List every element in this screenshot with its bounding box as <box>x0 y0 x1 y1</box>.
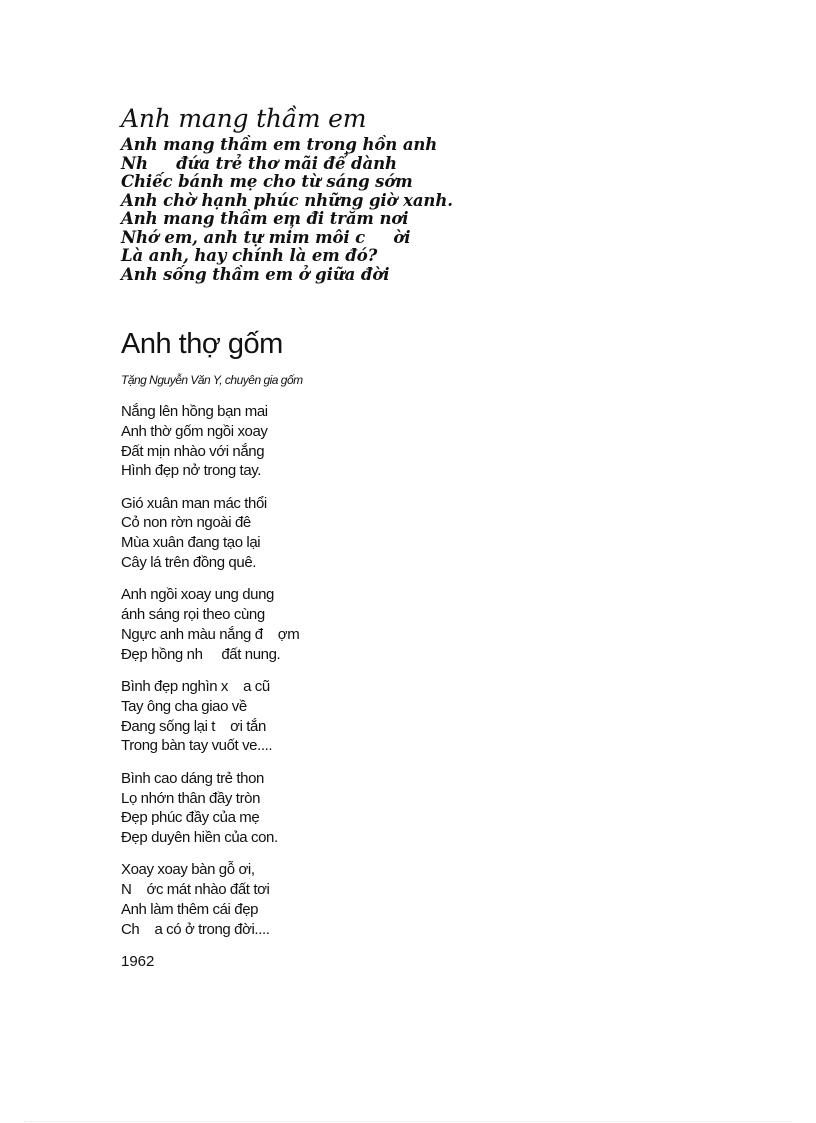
poem-anh-tho-gom <box>121 324 721 972</box>
stanza-line: Anh làm thêm cái đẹp <box>121 901 259 919</box>
stanza-line: Anh thờ gốm ngồi xoay <box>121 422 268 440</box>
stanza <box>121 585 721 664</box>
stanza-line: Tay ông cha giao về <box>121 697 247 715</box>
stanza-line: Bình đẹp nghìn x a cũ <box>121 678 270 696</box>
stanza-line: Cỏ non rờn ngoài đê <box>121 514 251 532</box>
poem-year: 1962 <box>121 953 155 971</box>
poem-line: Anh mang thầm em trong hồn anh <box>121 135 438 154</box>
stanza-line: Hình đẹp nở trong tay. <box>121 462 262 480</box>
stanza-line: Đang sống lại t ơi tắn <box>121 717 266 735</box>
poem-stanzas <box>121 402 721 940</box>
stanza-line: Trong bàn tay vuốt ve.... <box>121 737 273 755</box>
stanza <box>121 860 721 939</box>
poem-line: Là anh, hay chính là em đó? <box>121 246 378 265</box>
poem-line: Anh chờ hạnh phúc những giờ xanh. <box>121 190 453 210</box>
page-bottom-rule <box>24 1121 792 1122</box>
stanza <box>121 402 721 481</box>
poem-title: Anh mang thầm em <box>121 104 367 133</box>
stanza-line: Mùa xuân đang tạo lại <box>121 534 261 552</box>
stanza-line: Đẹp hồng nh đất nung. <box>121 645 281 663</box>
stanza-line: Xoay xoay bàn gỗ ơi, <box>121 861 255 879</box>
stanza-line: Ngực anh màu nắng đ ợm <box>121 625 300 643</box>
poem-title: Anh thợ gốm <box>121 328 283 360</box>
stanza <box>121 677 721 756</box>
poem-line: Nh đứa trẻ thơ mãi để dành <box>121 153 397 173</box>
stanza <box>121 494 721 573</box>
poem-line: Anh mang thầm em đi trăm nơi <box>121 209 409 228</box>
stanza-line: Đẹp phúc đầy của mẹ <box>121 809 260 827</box>
stanza-line: Gió xuân man mác thổi <box>121 494 267 512</box>
stanza <box>121 769 721 848</box>
stanza-line: ánh sáng rọi theo cùng <box>121 606 265 624</box>
poem-dedication: Tặng Nguyễn Văn Y, chuyên gia gốm <box>121 373 303 387</box>
stanza-line: N ớc mát nhào đất tơi <box>121 881 270 899</box>
stanza-line: Ch a có ở trong đời.... <box>121 920 270 938</box>
stanza-line: Đẹp duyên hiền của con. <box>121 829 278 847</box>
stanza-line: Lọ nhớn thân đầy tròn <box>121 789 261 807</box>
stanza-line: Anh ngồi xoay ung dung <box>121 586 274 604</box>
poem-anh-mang-tham-em <box>121 104 721 284</box>
stanza-line: Đất mịn nhào với nắng <box>121 442 265 460</box>
stanza-line: Nắng lên hồng bạn mai <box>121 403 268 420</box>
poem-line: Anh sống thầm em ở giữa đời <box>121 264 390 284</box>
stanza-line: Cây lá trên đồng quê. <box>121 554 257 572</box>
stanza-line: Bình cao dáng trẻ thon <box>121 769 264 787</box>
poem-line: Nhớ em, anh tự mỉm môi c ời <box>121 227 411 247</box>
poem-line: Chiếc bánh mẹ cho từ sáng sớm <box>121 172 413 191</box>
poem-lines <box>121 136 721 284</box>
